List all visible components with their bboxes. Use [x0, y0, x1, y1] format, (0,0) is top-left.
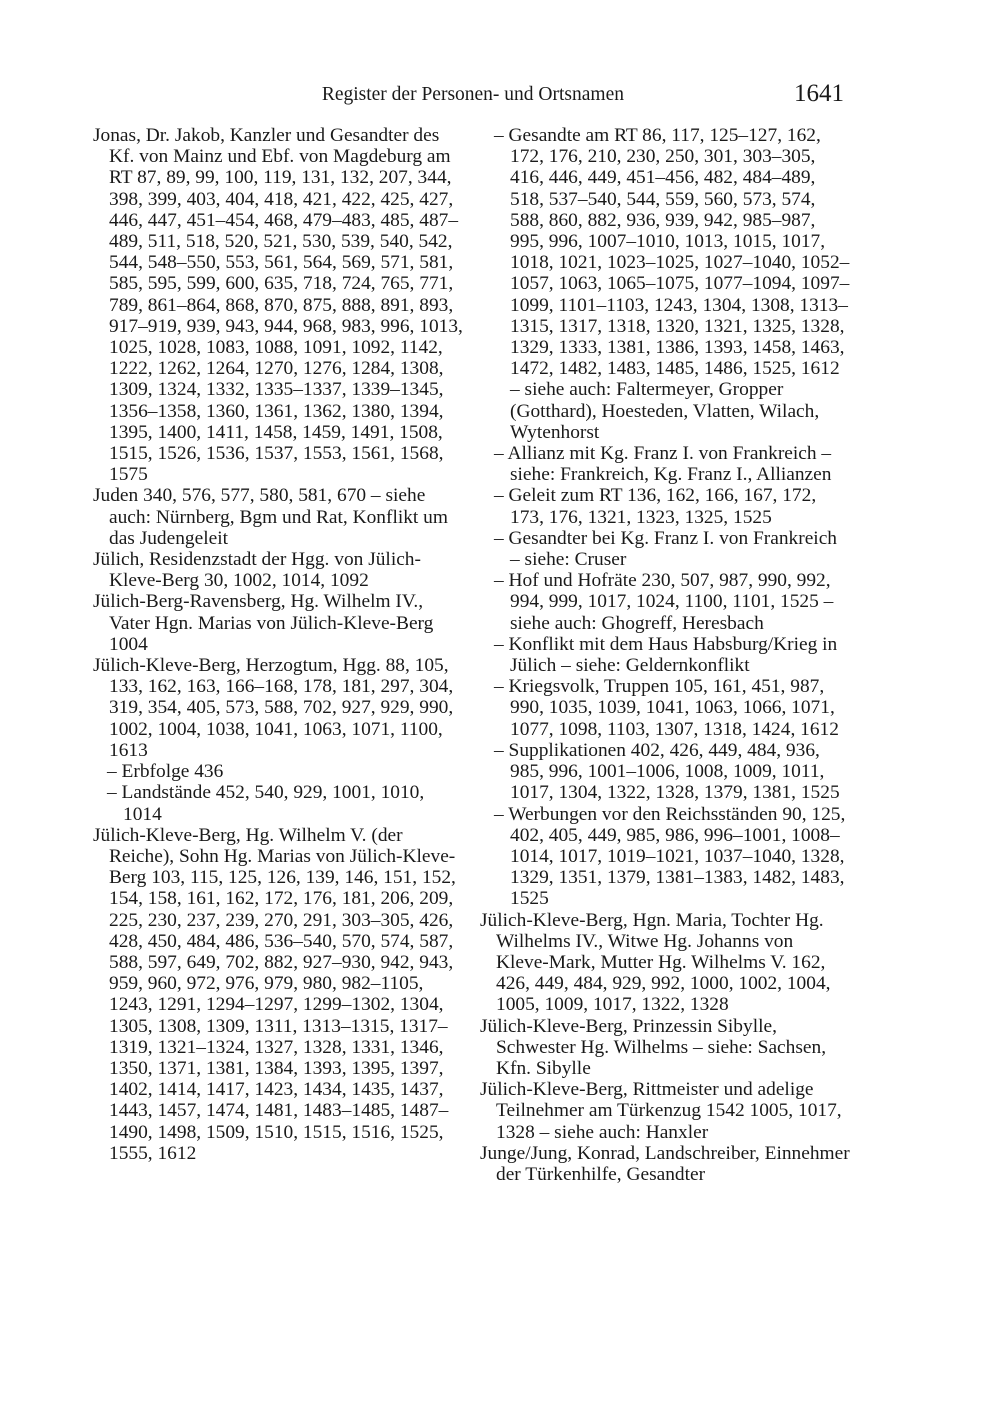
index-entry: Jülich-Kleve-Berg, Hgn. Maria, Tochter Hg. Wilhelms IV., Witwe Hg. Johanns von Kleve-Mark, Mutter Hg. Wilhelms V. 162, 426, 449, 484, 929, 992, 1000, 1002, 1004, 1005, 1009, 1017, 1322, 1328: [480, 909, 831, 1016]
running-header: [92, 82, 844, 112]
index-subentry: – Erbfolge 436: [107, 761, 224, 783]
index-entry: Jülich-Kleve-Berg, Rittmeister und adelige Teilnehmer am Türkenzug 1542 1005, 1017, 1328 – siehe auch: Hanxler: [480, 1079, 842, 1143]
index-subentry: – Geleit zum RT 136, 162, 166, 167, 172, 173, 176, 1321, 1323, 1325, 1525: [494, 485, 817, 528]
index-subentry: – Gesandte am RT 86, 117, 125–127, 162, 172, 176, 210, 230, 250, 301, 303–305, 416, 446, 449, 451–456, 482, 484–489, 518, 537–540, 544, 559, 560, 573, 574, 588, 860, 882, 936, 939, 942, 985–987, 995, 996, 1007–1010, 1013, 1015, 1017, 1018, 1021, 1023–1025, 1027–1040, 1052–1057, 1063, 1065–1075, 1077–1094, 1097–1099, 1101–1103, 1243, 1304, 1308, 1313–1315, 1317, 1318, 1320, 1321, 1325, 1328, 1329, 1333, 1381, 1386, 1393, 1458, 1463, 1472, 1482, 1483, 1485, 1486, 1525, 1612 – siehe auch: Faltermeyer, Gropper (Gotthard), Hoesteden, Vlatten, Wilach, Wytenhorst: [494, 125, 850, 443]
index-entry: Junge/Jung, Konrad, Landschreiber, Einnehmer der Türkenhilfe, Gesandter: [480, 1142, 850, 1185]
index-entry: Jülich, Residenzstadt der Hgg. von Jülich-Kleve-Berg 30, 1002, 1014, 1092: [93, 549, 421, 592]
index-entry: Jülich-Kleve-Berg, Hg. Wilhelm V. (der Reiche), Sohn Hg. Marias von Jülich-Kleve-Berg 103, 115, 125, 126, 139, 146, 151, 152, 154, 158, 161, 162, 172, 176, 181, 206, 209, 225, 230, 237, 239, 270, 291, 303–305, 426, 428, 450, 484, 486, 536–540, 570, 574, 587, 588, 597, 649, 702, 882, 927–930, 942, 943, 959, 960, 972, 976, 979, 980, 982–1105, 1243, 1291, 1294–1297, 1299–1302, 1304, 1305, 1308, 1309, 1311, 1313–1315, 1317–1319, 1321–1324, 1327, 1328, 1331, 1346, 1350, 1371, 1381, 1384, 1393, 1395, 1397, 1402, 1414, 1417, 1423, 1434, 1435, 1437, 1443, 1457, 1474, 1481, 1483–1485, 1487–1490, 1498, 1509, 1510, 1515, 1516, 1525, 1555, 1612: [93, 824, 456, 1164]
index-subentry: – Kriegsvolk, Truppen 105, 161, 451, 987, 990, 1035, 1039, 1041, 1063, 1066, 1071, 1077, 1098, 1103, 1307, 1318, 1424, 1612: [494, 676, 839, 740]
index-subentry: – Supplikationen 402, 426, 449, 484, 936, 985, 996, 1001–1006, 1008, 1009, 1011, 1017, 1304, 1322, 1328, 1379, 1381, 1525: [494, 739, 840, 804]
index-entry: Jülich-Berg-Ravensberg, Hg. Wilhelm IV., Vater Hgn. Marias von Jülich-Kleve-Berg 1004: [93, 591, 434, 655]
index-subentry: – Konflikt mit dem Haus Habsburg/Krieg in Jülich – siehe: Geldernkonflikt: [494, 633, 838, 677]
index-column-right: [480, 125, 850, 1185]
index-entry: Jülich-Kleve-Berg, Herzogtum, Hgg. 88, 105, 133, 162, 163, 166–168, 178, 181, 297, 304, 319, 354, 405, 573, 588, 702, 927, 929, 990, 1002, 1004, 1038, 1041, 1063, 1071, 1100, 1613: [93, 655, 454, 761]
index-entry: Jülich-Kleve-Berg, Prinzessin Sibylle, Schwester Hg. Wilhelms – siehe: Sachsen, Kfn. Sibylle: [480, 1015, 827, 1079]
index-entry: Jonas, Dr. Jakob, Kanzler und Gesandter des Kf. von Mainz und Ebf. von Magdeburg am RT 87, 89, 99, 100, 119, 131, 132, 207, 344, 398, 399, 403, 404, 418, 421, 422, 425, 427, 446, 447, 451–454, 468, 479–483, 485, 487–489, 511, 518, 520, 521, 530, 539, 540, 542, 544, 548–550, 553, 561, 564, 569, 571, 581, 585, 595, 599, 600, 635, 718, 724, 765, 771, 789, 861–864, 868, 870, 875, 888, 891, 893, 917–919, 939, 943, 944, 968, 983, 996, 1013, 1025, 1028, 1083, 1088, 1091, 1092, 1142, 1222, 1262, 1264, 1270, 1276, 1284, 1308, 1309, 1324, 1332, 1335–1337, 1339–1345, 1356–1358, 1360, 1361, 1362, 1380, 1394, 1395, 1400, 1411, 1458, 1459, 1491, 1508, 1515, 1526, 1536, 1537, 1553, 1561, 1568, 1575: [93, 125, 463, 486]
index-subentry: – Gesandter bei Kg. Franz I. von Frankreich – siehe: Cruser: [494, 527, 838, 571]
running-title: Register der Personen- und Ortsnamen: [321, 84, 624, 105]
page-number: 1641: [794, 80, 844, 107]
index-subentry: – Werbungen vor den Reichsständen 90, 125, 402, 405, 449, 985, 986, 996–1001, 1008–1014, 1017, 1019–1021, 1037–1040, 1328, 1329, 1351, 1379, 1381–1383, 1482, 1483, 1525: [494, 803, 846, 910]
index-entry: Juden 340, 576, 577, 580, 581, 670 – siehe auch: Nürnberg, Bgm und Rat, Konflikt um das Judengeleit: [93, 485, 448, 549]
index-subentry: – Hof und Hofräte 230, 507, 987, 990, 992, 994, 999, 1017, 1024, 1100, 1101, 1525 – siehe auch: Ghogreff, Heresbach: [494, 570, 834, 634]
index-column-left: [93, 125, 463, 1164]
index-subentry: – Landstände 452, 540, 929, 1001, 1010, 1014: [107, 782, 425, 825]
index-subentry: – Allianz mit Kg. Franz I. von Frankreich – siehe: Frankreich, Kg. Franz I., Allianzen: [494, 443, 832, 486]
